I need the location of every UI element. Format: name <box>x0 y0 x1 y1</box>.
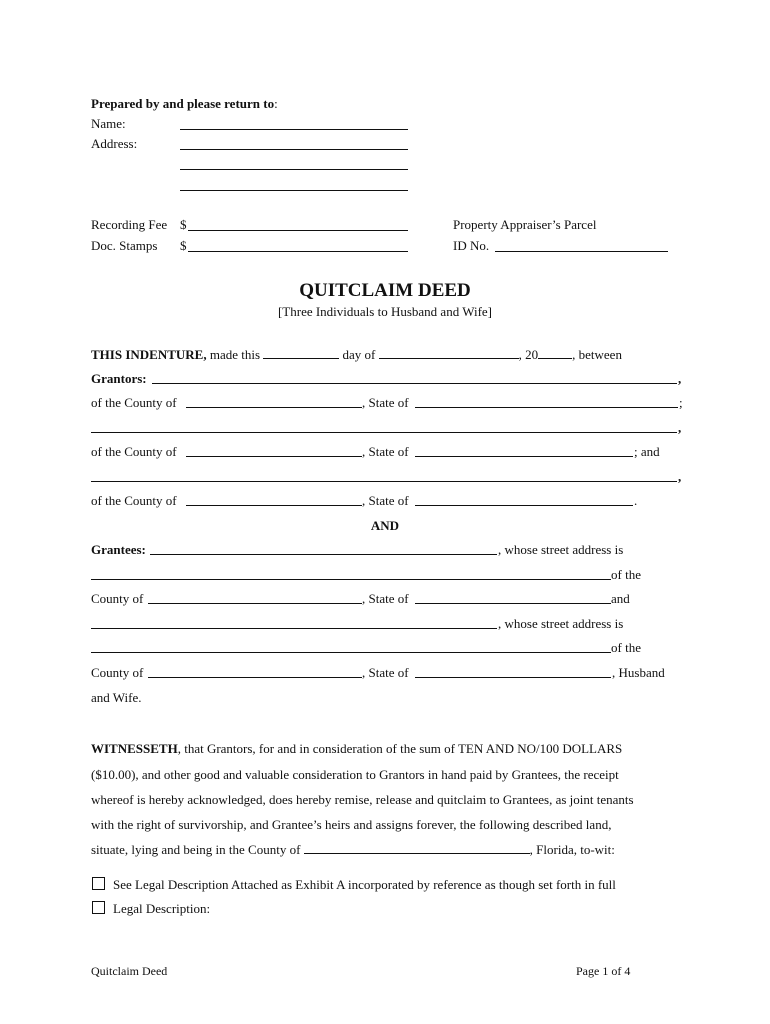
day-of-text: day of <box>339 347 379 362</box>
day-field[interactable] <box>263 346 339 359</box>
document-subtitle: [Three Individuals to Husband and Wife] <box>277 304 493 319</box>
grantee-2-street-label: , whose street address is <box>498 616 624 631</box>
grantee-2-husband: , Husband <box>612 665 665 680</box>
grantor-2-state-label: , State of <box>362 444 409 459</box>
recording-fee-label: Recording Fee <box>91 217 168 232</box>
page-number: Page 1 of 4 <box>576 964 631 978</box>
grantor-3-state-label: , State of <box>362 493 409 508</box>
grantor-2-state-field[interactable] <box>415 456 633 457</box>
grantor-1-semicolon: ; <box>679 395 683 410</box>
grantee-2-state-field[interactable] <box>415 677 611 678</box>
legal-description-checkbox[interactable] <box>92 901 105 914</box>
legal-description-option <box>92 901 210 917</box>
address-field-2[interactable] <box>180 169 408 170</box>
witnesseth-line-4: with the right of survivorship, and Grantee’s heirs and assigns forever, the following described land, <box>91 817 612 832</box>
exhibit-option <box>92 877 616 893</box>
grantee-2-address-field[interactable] <box>91 652 611 653</box>
grantor-2-comma: , <box>678 420 682 435</box>
doc-stamps-label: Doc. Stamps <box>91 238 158 253</box>
grantee-1-state-field[interactable] <box>415 603 611 604</box>
exhibit-checkbox[interactable] <box>92 877 105 890</box>
grantor-1-county-label: of the County of <box>91 395 177 410</box>
between-text: , between <box>572 347 622 362</box>
grantor-3-period: . <box>634 493 638 508</box>
witnesseth-line-2: ($10.00), and other good and valuable consideration to Grantors in hand paid by Grantees, the receipt <box>91 767 619 782</box>
grantee-1-name-field[interactable] <box>150 554 497 555</box>
year-field[interactable] <box>538 346 572 359</box>
name-field[interactable] <box>180 129 408 130</box>
grantees-label-text: Grantees: <box>91 542 146 557</box>
grantor-3-state-field[interactable] <box>415 505 633 506</box>
legal-description-label: Legal Description: <box>113 901 211 916</box>
name-label: Name: <box>91 116 126 131</box>
grantee-2-state-label: , State of <box>362 665 409 680</box>
grantor-3-county-field[interactable] <box>186 505 362 506</box>
prepared-by-colon: : <box>274 96 278 111</box>
grantor-1-comma: , <box>678 371 682 386</box>
witnesseth-line-3: whereof is hereby acknowledged, does hereby remise, release and quitclaim to Grantees, as joint tenants <box>91 792 634 807</box>
grantor-3-county-label: of the County of <box>91 493 177 508</box>
parcel-id-field[interactable] <box>495 251 668 252</box>
grantors-label-text: Grantors: <box>91 371 147 386</box>
footer-title: Quitclaim Deed <box>91 964 168 978</box>
grantee-1-street-label: , whose street address is <box>498 542 624 557</box>
witnesseth-text-1: , that Grantors, for and in consideration of the sum of TEN AND NO/100 DOLLARS <box>177 741 623 756</box>
grantors-label <box>91 371 147 387</box>
address-field-1[interactable] <box>180 149 408 150</box>
month-field[interactable] <box>379 346 519 359</box>
year-prefix: , 20 <box>518 347 539 362</box>
document-title: QUITCLAIM DEED <box>299 280 471 301</box>
grantees-label <box>91 542 146 558</box>
witnesseth-line-5 <box>91 841 615 858</box>
grantor-1-name-field[interactable] <box>152 383 677 384</box>
witnesseth-label: WITNESSETH <box>91 741 178 756</box>
prepared-by-heading <box>91 96 278 112</box>
grantor-2-and: ; and <box>634 444 660 459</box>
exhibit-option-label: See Legal Description Attached as Exhibit A incorporated by reference as though set forth in full <box>113 877 616 892</box>
grantor-1-state-field[interactable] <box>415 407 678 408</box>
grantee-2-county-label: County of <box>91 665 144 680</box>
address-label: Address: <box>91 136 138 151</box>
and-wife-text: and Wife. <box>91 690 142 705</box>
recording-fee-field[interactable] <box>188 230 408 231</box>
made-this-text: made this <box>206 347 264 362</box>
grantor-1-county-field[interactable] <box>186 407 362 408</box>
grantee-1-state-label: , State of <box>362 591 409 606</box>
grantee-2-name-field[interactable] <box>91 628 497 629</box>
indenture-line <box>91 346 622 363</box>
parcel-label: Property Appraiser’s Parcel <box>453 217 597 232</box>
doc-stamps-field[interactable] <box>188 251 408 252</box>
recording-fee-dollar: $ <box>180 217 187 232</box>
grantee-1-county-field[interactable] <box>148 603 362 604</box>
grantor-1-state-label: , State of <box>362 395 409 410</box>
florida-text: , Florida, to-wit: <box>529 842 615 857</box>
grantee-1-address-field[interactable] <box>91 579 611 580</box>
id-no-label: ID No. <box>453 238 490 253</box>
grantee-2-of-the: of the <box>611 640 641 655</box>
grantee-1-of-the: of the <box>611 567 641 582</box>
grantor-3-comma: , <box>678 469 682 484</box>
prepared-by-label: Prepared by and please return to <box>91 96 275 111</box>
this-indenture-label: THIS INDENTURE, <box>91 347 207 362</box>
and-heading: AND <box>370 518 400 533</box>
grantor-3-name-field[interactable] <box>91 481 677 482</box>
witnesseth-line-1 <box>91 741 622 757</box>
county-clause-text: situate, lying and being in the County of <box>91 842 304 857</box>
land-county-field[interactable] <box>304 841 530 854</box>
grantee-1-county-label: County of <box>91 591 144 606</box>
grantee-2-county-field[interactable] <box>148 677 362 678</box>
grantor-2-name-field[interactable] <box>91 432 677 433</box>
grantee-1-and: and <box>611 591 630 606</box>
address-field-3[interactable] <box>180 190 408 191</box>
grantor-2-county-field[interactable] <box>186 456 362 457</box>
grantor-2-county-label: of the County of <box>91 444 177 459</box>
doc-stamps-dollar: $ <box>180 238 187 253</box>
